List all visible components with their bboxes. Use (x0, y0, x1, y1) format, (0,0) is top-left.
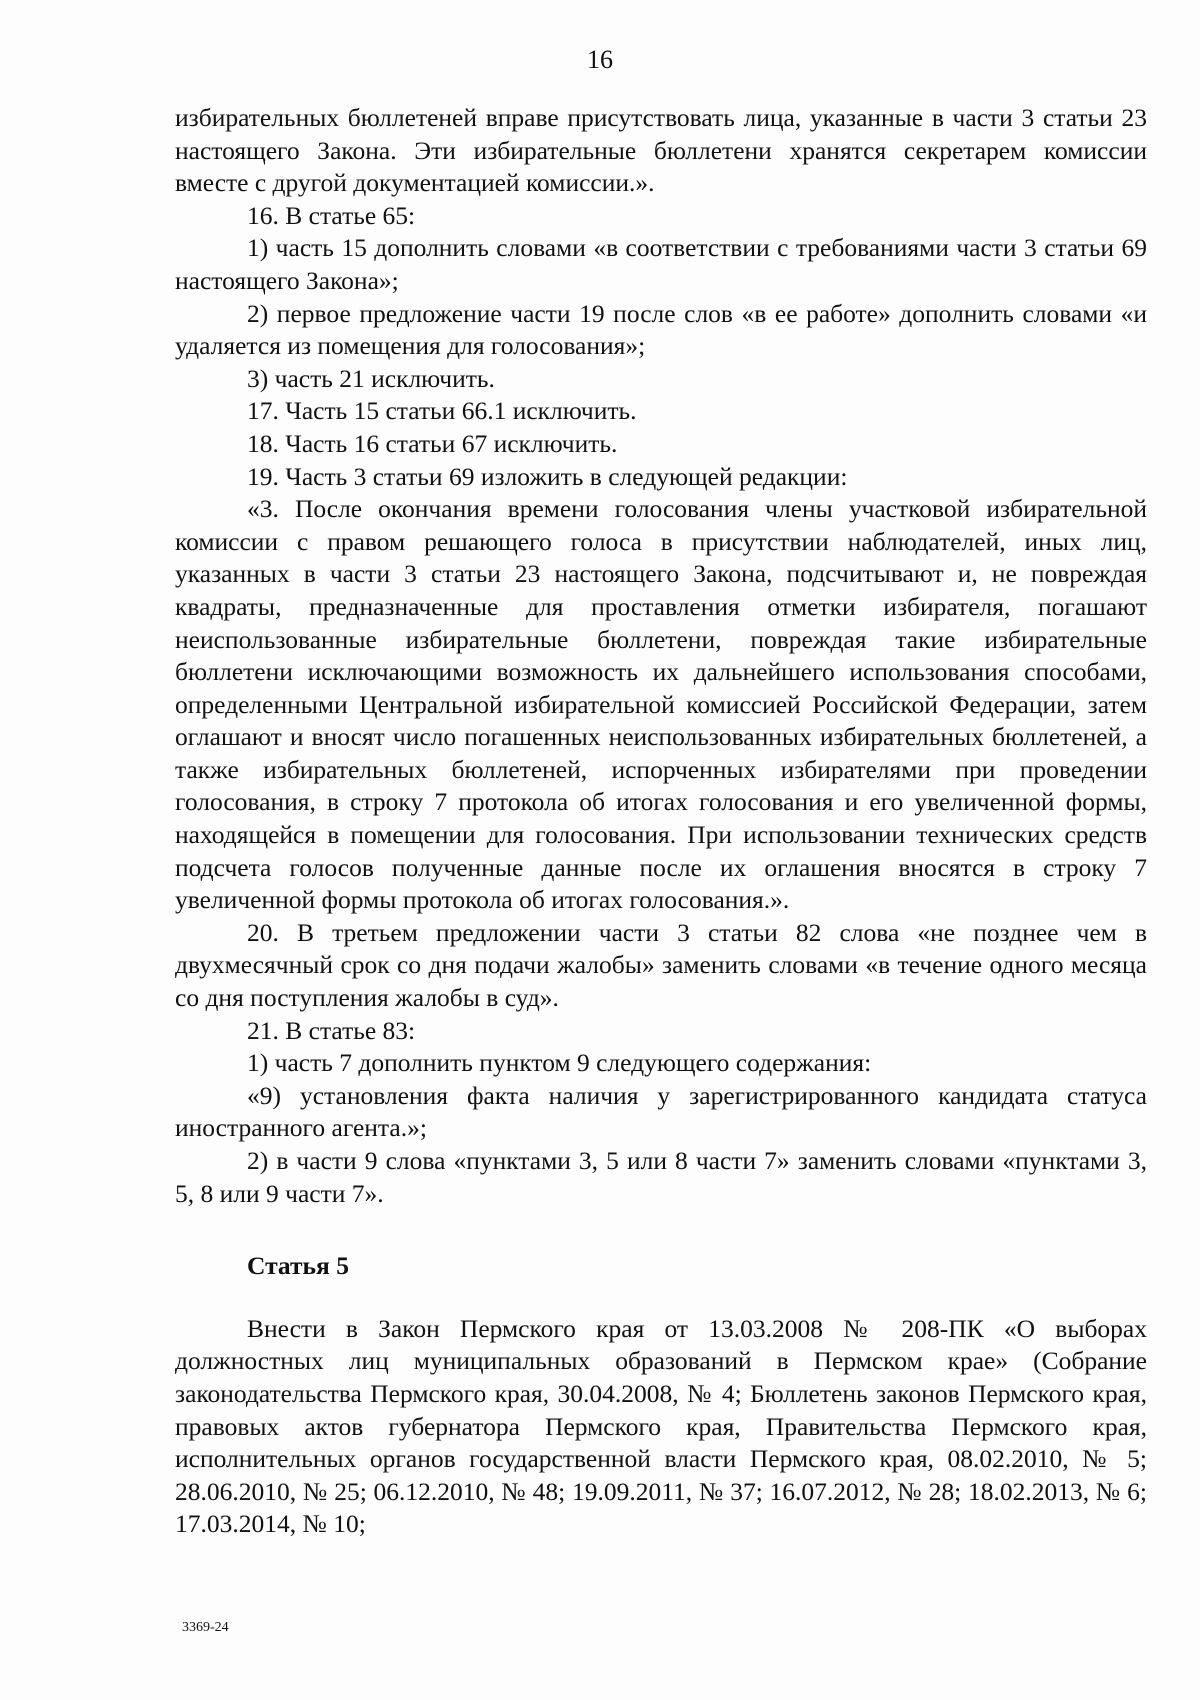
page-number: 16 (587, 45, 613, 74)
paragraph-item-21-1: 1) часть 7 дополнить пунктом 9 следующего содержания: (247, 1048, 872, 1078)
paragraph-continuation: избирательных бюллетеней вправе присутствовать лица, указанные в части 3 статьи 23 настоящего Закона. Эти избирательные бюллетени хранятся секретарем комиссии вместе с другой документацией комиссии.». (175, 103, 1147, 198)
document-body (175, 102, 1147, 1541)
paragraph-item-17: 17. Часть 15 статьи 66.1 исключить. (247, 396, 637, 426)
paragraph-item-16-2: 2) первое предложение части 19 после слов «в ее работе» дополнить словами «и удаляется из помещения для голосования»; (175, 298, 1147, 361)
paragraph-item-21-1-text: «9) установления факта наличия у зарегистрированного кандидата статуса иностранного агента.»; (175, 1080, 1147, 1143)
article-paragraph: Внести в Закон Пермского края от 13.03.2008 № 208-ПК «О выборах должностных лиц муниципальных образований в Пермском крае» (Собрание законодательства Пермского края, 30.04.2008, № 4; Бюллетень законов Пермского края, правовых актов губернатора Пермского края, Правительства Пермского края, исполнительных органов государственной власти Пермского края, 08.02.2010, № 5; 28.06.2010, № 25; 06.12.2010, № 48; 19.09.2011, № 37; 16.07.2012, № 28; 18.02.2013, № 6; 17.03.2014, № 10; (175, 1313, 1147, 1539)
paragraph-item-18: 18. Часть 16 статьи 67 исключить. (247, 428, 618, 458)
paragraph-item-19-text: «3. После окончания времени голосования члены участковой избирательной комиссии с правом решающего голоса в присутствии наблюдателей, иных лиц, указанных в части 3 статьи 23 настоящего Закона, подсчитывают и, не повреждая квадраты, предназначенные для проставления отметки избирателя, погашают неиспользованные избирательные бюллетени, повреждая такие избирательные бюллетени исключающими возможность их дальнейшего использования способами, определенными Центральной избирательной комиссией Российской Федерации, затем оглашают и вносят число погашенных неиспользованных избирательных бюллетеней, а также избирательных бюллетеней, испорченных избирателями при проведении голосования, в строку 7 протокола об итогах голосования и его увеличенной формы, находящейся в помещении для голосования. При использовании технических средств подсчета голосов полученные данные после их оглашения вносятся в строку 7 увеличенной формы протокола об итогах голосования.». (175, 494, 1147, 915)
article-heading: Статья 5 (247, 1251, 349, 1281)
paragraph-item-16-1: 1) часть 15 дополнить словами «в соответствии с требованиями части 3 статьи 69 настоящего Закона»; (175, 233, 1147, 295)
paragraph-item-19: 19. Часть 3 статьи 69 изложить в следующей редакции: (247, 461, 848, 491)
paragraph-item-16-3: 3) часть 21 исключить. (247, 363, 495, 393)
paragraph-item-20: 20. В третьем предложении части 3 статьи 82 слова «не позднее чем в двухмесячный срок со дня подачи жалобы» заменить словами «в течение одного месяца со дня поступления жалобы в суд». (175, 917, 1147, 1013)
paragraph-item-16: 16. В статье 65: (247, 200, 416, 230)
paragraph-item-21: 21. В статье 83: (247, 1015, 416, 1045)
paragraph-item-21-2: 2) в части 9 слова «пунктами 3, 5 или 8 части 7» заменить словами «пунктами 3, 5, 8 или 9 части 7». (175, 1146, 1147, 1208)
footer-document-code: 3369-24 (182, 1620, 229, 1635)
